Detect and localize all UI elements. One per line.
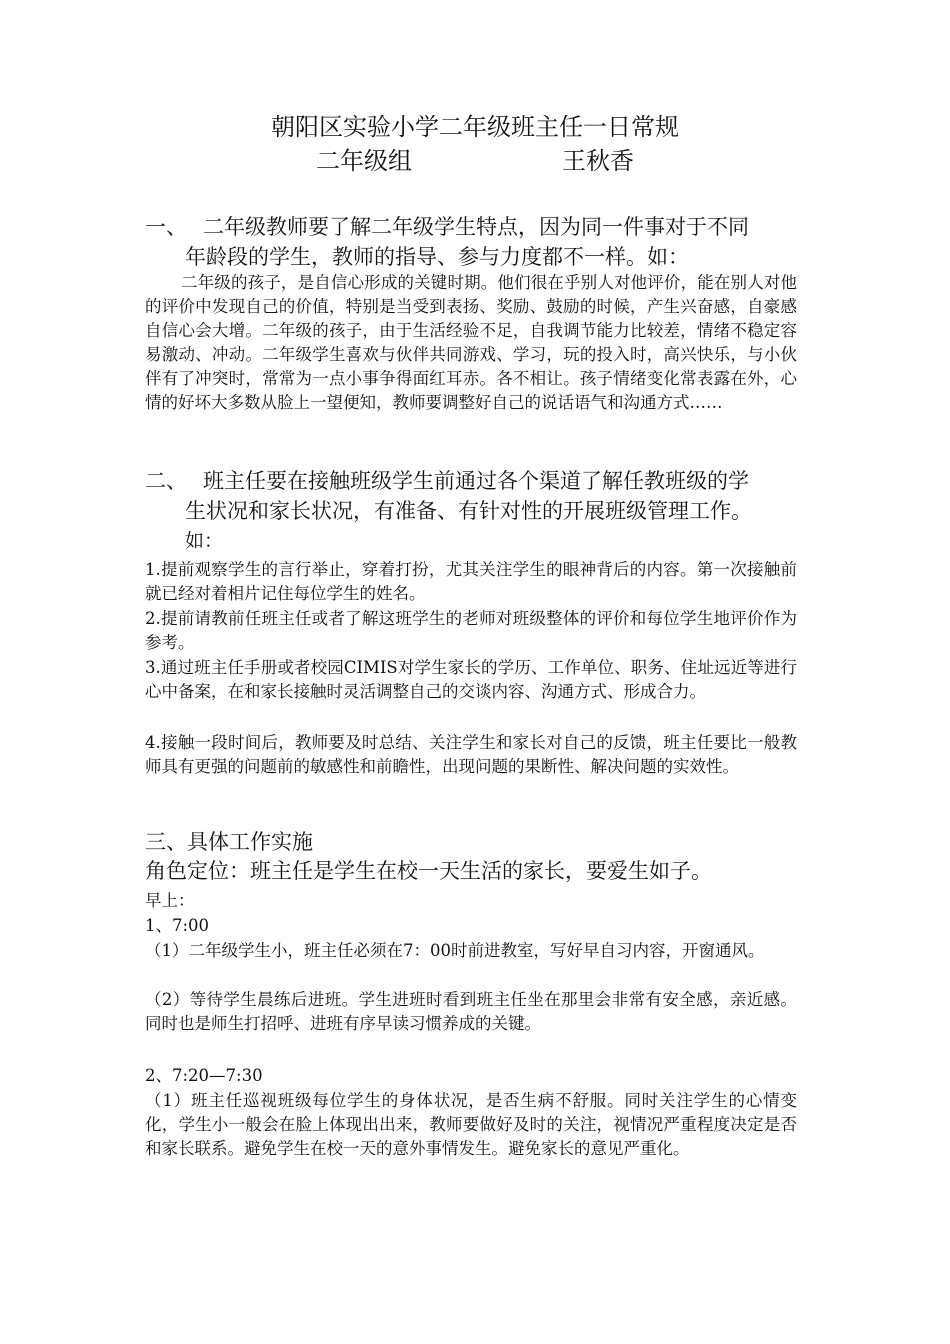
time-2-label: 2、7:20—7:30 (145, 1066, 263, 1085)
section-1-heading (145, 212, 815, 272)
section-2-number: 二、 (145, 469, 187, 493)
document-byline (0, 146, 950, 176)
author-name: 王秋香 (562, 147, 634, 175)
section-2-heading-line-2: 生状况和家长状况，有准备、有针对性的开展班级管理工作。 (185, 499, 752, 523)
section-2-item-4: 4.接触一段时间后，教师要及时总结、关注学生和家长对自己的反馈，班主任要比一般教师具有更强的问题前的敏感性和前瞻性，出现问题的果断性、解决问题的实效性。 (145, 733, 797, 776)
section-2-heading-line-3: 如： (185, 530, 224, 552)
time-1-item-2: （2）等待学生晨练后进班。学生进班时看到班主任坐在那里会非常有安全感，亲近感。同时也是师生打招呼、进班有序早读习惯养成的关键。 (145, 990, 797, 1033)
section-2-heading-line-1: 班主任要在接触班级学生前通过各个渠道了解任教班级的学 (203, 469, 749, 493)
section-2-item-3: 3.通过班主任手册或者校园CIMIS对学生家长的学历、工作单位、职务、住址远近等进行心中备案，在和家长接触时灵活调整自己的交谈内容、沟通方式、形成合力。 (145, 658, 797, 701)
section-2-item-1: 1.提前观察学生的言行举止，穿着打扮，尤其关注学生的眼神背后的内容。第一次接触前就已经对着相片记住每位学生的姓名。 (145, 560, 797, 603)
section-2-heading (145, 466, 815, 526)
role-statement: 角色定位：班主任是学生在校一天生活的家长，要爱生如子。 (145, 859, 712, 883)
section-1-heading-line-2: 年龄段的学生，教师的指导、参与力度都不一样。如： (185, 245, 689, 269)
section-2-item-2: 2.提前请教前任班主任或者了解这班学生的老师对班级整体的评价和每位学生地评价作为参考。 (145, 609, 797, 652)
group-name: 二年级组 (316, 147, 412, 175)
section-1-heading-line-1: 二年级教师要了解二年级学生特点，因为同一件事对于不同 (203, 215, 749, 239)
section-1-paragraph: 二年级的孩子，是自信心形成的关键时期。他们很在乎别人对他评价，能在别人对他的评价中发现自己的价值，特别是当受到表扬、奖励、鼓励的时候，产生兴奋感，自豪感自信心会大增。二年级的孩子，由于生活经验不足，自我调节能力比较差，情绪不稳定容易激动、冲动。二年级学生喜欢与伙伴共同游戏、学习，玩的投入时，高兴快乐，与小伙伴有了冲突时，常常为一点小事争得面红耳赤。各不相让。孩子情绪变化常表露在外，心情的好坏大多数从脸上一望便知，教师要调整好自己的说话语气和沟通方式…… (145, 273, 797, 412)
section-1-number: 一、 (145, 215, 187, 239)
time-2-item-1: （1）班主任巡视班级每位学生的身体状况，是否生病不舒服。同时关注学生的心情变化，学生小一般会在脸上体现出出来，教师要做好及时的关注，视情况严重程度决定是否和家长联系。避免学生在校一天的意外事情发生。避免家长的意见严重化。 (145, 1091, 797, 1158)
morning-label: 早上： (145, 891, 195, 910)
time-1-label: 1、7:00 (145, 916, 210, 935)
section-3-heading: 三、具体工作实施 (145, 830, 313, 854)
time-1-item-1: （1）二年级学生小，班主任必须在7：00时前进教室，写好早自习内容，开窗通风。 (145, 941, 765, 960)
document-title: 朝阳区实验小学二年级班主任一日常规 (271, 113, 679, 141)
